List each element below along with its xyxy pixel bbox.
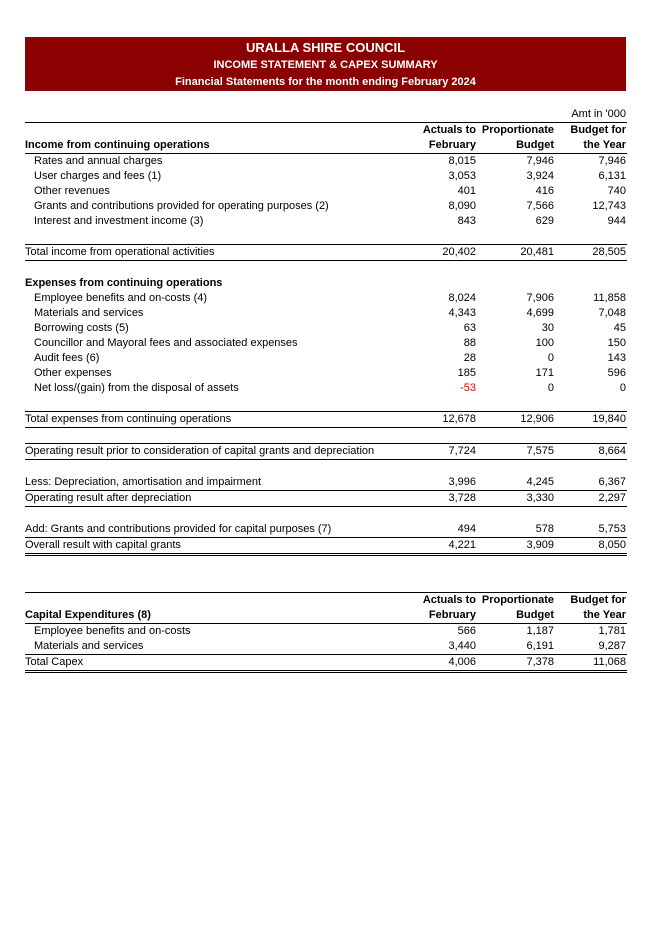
col-actuals-header: Actuals to [422,124,476,136]
col-proportionate-header-2: Budget [477,138,555,154]
table-row: Audit fees (6) 28 0 143 [34,352,626,364]
table-row: Grants and contributions provided for operating purposes (2) 8,090 7,566 12,743 [34,200,626,212]
operating-result-row: Operating result prior to consideration of capital grants and depreciation 7,724 7,575 8,664 [25,444,627,460]
table-row: Materials and services 3,440 6,191 9,287 [25,639,627,655]
table-row: Interest and investment income (3) 843 629 944 [34,215,626,227]
table-row: Rates and annual charges 8,015 7,946 7,946 [34,155,626,167]
council-name: URALLA SHIRE COUNCIL [245,40,406,55]
table-row: Borrowing costs (5) 63 30 45 [34,322,626,334]
total-income-row: Total income from operational activities 20,402 20,481 28,505 [25,245,627,261]
income-heading: Income from continuing operations [25,138,405,154]
table-row: Materials and services 4,343 4,699 7,048 [34,307,626,319]
negative-value: -53 [460,382,476,394]
col-actuals-header-2: February [405,138,477,154]
table-row: Employee benefits and on-costs (4) 8,024 7,906 11,858 [34,292,626,304]
total-expenses-row: Total expenses from continuing operations 12,678 12,906 19,840 [25,412,627,428]
capital-grants-row: Add: Grants and contributions provided for capital purposes (7) 494 578 5,753 [25,522,627,538]
col-budget-header: Budget for [570,124,626,136]
report-banner [25,37,626,91]
capex-heading: Capital Expenditures (8) [25,608,405,624]
units-label: Amt in '000 [555,107,627,123]
income-statement-table [25,107,627,556]
expenses-heading: Expenses from continuing operations [25,277,223,289]
col-proportionate-header: Proportionate [481,124,554,136]
overall-result-row: Overall result with capital grants 4,221 3,909 8,050 [25,538,627,555]
total-capex-row: Total Capex 4,006 7,378 11,068 [25,655,627,672]
capex-table: Actuals to Proportionate Budget for Capital Expenditures (8) February Budget the Year Employee benefits and on-costs 566 1,187 1,781 Materials and services 3,440 6,191 9,287 Total Capex 4,006 7,378 11,068 [25,592,627,673]
capex-col-proportionate-header: Proportionate [477,593,555,609]
capex-col-actuals-header: Actuals to [405,593,477,609]
capex-col-budget-header: Budget for [555,593,627,609]
depreciation-row: Less: Depreciation, amortisation and impairment 3,996 4,245 6,367 [25,475,627,491]
after-depreciation-row: Operating result after depreciation 3,728 3,330 2,297 [25,491,627,507]
table-row: Councillor and Mayoral fees and associated expenses 88 100 150 [34,337,626,349]
report-subtitle: INCOME STATEMENT & CAPEX SUMMARY [213,59,438,71]
table-row: User charges and fees (1) 3,053 3,924 6,131 [34,170,626,182]
report-period: Financial Statements for the month ending February 2024 [175,76,476,88]
table-row: Employee benefits and on-costs 566 1,187 1,781 [34,625,626,637]
table-row: Other revenues 401 416 740 [34,185,626,197]
col-budget-header-2: the Year [555,138,627,154]
table-row: Other expenses 185 171 596 [34,367,626,379]
table-row: Net loss/(gain) from the disposal of assets -53 0 0 [34,382,626,394]
